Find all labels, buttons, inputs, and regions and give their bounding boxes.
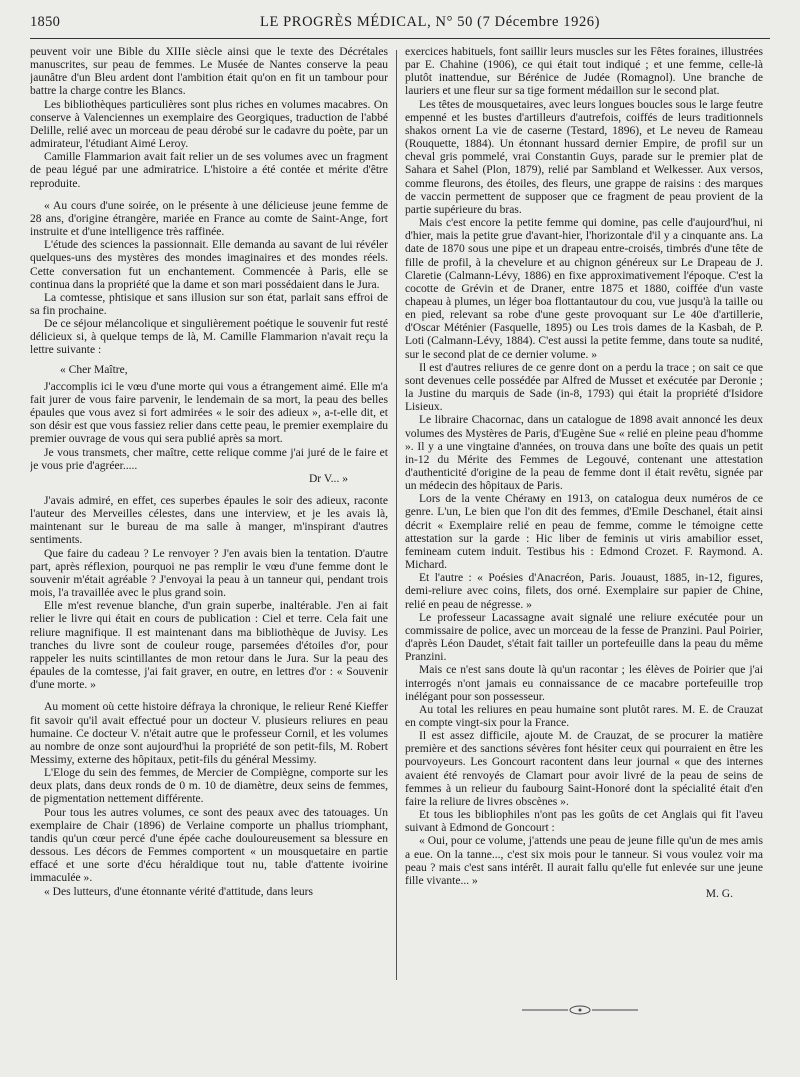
paragraph: peuvent voir une Bible du XIIIe siècle ainsi que le texte des Décrétales manuscrites, sur peau de femmes. Le Musée de Nantes conserve la peau jaunâtre d'un Bleu ardent dont l'ambition était qu'on en fit un tambour pour battre la charge contre les Blancs. [30, 46, 388, 98]
paragraph: Mais ce n'est sans doute là qu'un racontar ; les élèves de Poirier que j'ai interrogés n'ont jamais eu connaissance de ce macabre portefeuille trop inélégant pour son possesseur. [405, 664, 763, 703]
paragraph: Les bibliothèques particulières sont plus riches en volumes macabres. On conserve à Valenciennes un exemplaire des Georgiques, traduction de l'abbé Delille, relié avec un morceau de peau dérobé sur le cadavre du poète, par un admirateur, l'étudiant Aimé Leroy. [30, 98, 388, 151]
paragraph: Je vous transmets, cher maître, cette relique comme j'ai juré de le faire et je vous prie d'agréer..... [30, 446, 388, 472]
paragraph: Les têtes de mousquetaires, avec leurs longues boucles sous le large feutre empenné et les bustes d'artilleurs d'autrefois, coiffés de leurs traditionnels shakos ornent La vie de caserne (Testard, 1896), et Le neveu de Rameau (Rouquette, 1884). Un étonnant hussard dernier Empire, de profil sur un cheval gris pommelé, vrai Constantin Guys, parade sur le premier plat de Sahara et Sahel (Plon, 1879), relié par Sambland et Welkesser. Aux versos, comme fleurons, des étoiles, des fleurs, une grappe de raisins : des marques de vaccin permettent de supposer que ce fragment de peau provient de la partie supérieure du bras. [405, 98, 763, 216]
running-title: LE PROGRÈS MÉDICAL, N° 50 (7 Décembre 1926) [260, 14, 601, 30]
paragraph: Et tous les bibliophiles n'ont pas les goûts de cet Anglais qui fit l'aveu suivant à Edmond de Goncourt : [405, 809, 763, 835]
letter-signature: Dr V... » [308, 472, 348, 485]
paragraph: Le professeur Lacassagne avait signalé une reliure exécutée pour un commissaire de police, avec un morceau de la fesse de Pranzini. Paul Poirier, d'après Léon Daudet, s'était fait tailler un portefeuille dans la peau du même Pranzini. [405, 611, 763, 664]
paragraph: Que faire du cadeau ? Le renvoyer ? J'en avais bien la tentation. D'autre part, après réflexion, pourquoi ne pas remplir le vœu d'une femme dont le souvenir m'était agréable ? J'envoyai la peau à un tanneur qui, pendant trois mois, l'a travaillée avec le plus grand soin. [30, 547, 388, 600]
letter-salutation: « Cher Maître, [60, 363, 128, 376]
paragraph: « Au cours d'une soirée, on le présente à une délicieuse jeune femme de 28 ans, d'origine étrangère, mariée en France au comte de Saint-Ange, fort instruite et d'une intelligence très raffinée. [30, 199, 388, 239]
paragraph: exercices habituels, font saillir leurs muscles sur les Fêtes foraines, illustrées par E. Chahine (1906), ce qui était tout indiqué ; et une femme, celle-là plutôt inattendue, sur Bérénice de Judée (Romagnol). Une branche de lauriers et une fleur sur sa tige forment médaillon sur le second plat. [405, 46, 763, 98]
paragraph: La comtesse, phtisique et sans illusion sur son état, parlait sans effroi de sa fin prochaine. [30, 291, 388, 317]
left-column [30, 46, 396, 1046]
paragraph: « Des lutteurs, d'une étonnante vérité d'attitude, dans leurs [44, 885, 314, 898]
two-column-body [30, 46, 770, 1046]
paragraph: Au moment où cette histoire défraya la chronique, le relieur René Kieffer fit savoir qu'il avait effectué pour un docteur V. plusieurs reliures en peau humaine. Ce docteur V. n'était autre que le professeur Cornil, et les volumes au nombre de onze sont aujourd'hui la propriété de son petit-fils, M. Robert Messimy, externe des hôpitaux, petit-fils du général Messimy. [30, 701, 388, 766]
paragraph: « Oui, pour ce volume, j'attends une peau de jeune fille qu'un de mes amis a eue. On la tanne..., c'est six mois pour le tanneur. Si vous voulez voir ma peau ? mais c'est sans intérêt. Il aurait fallu qu'elle fut enlevée sur une jeune fille vivante... » [405, 835, 763, 887]
end-fleuron-ornament [520, 1004, 640, 1016]
paragraph: Le libraire Chacornac, dans un catalogue de 1898 avait annoncé les deux volumes des Mystères de Paris, d'Eugène Sue « relié en pleine peau d'homme ». Il y a une vingtaine d'années, on trouva dans une boîte des quais un petit in-12 du Mérite des Femmes de Legouvé, contenant une attestation d'authenticité d'origine de la peau de femme dont il était revêtu, signée par un médecin des hôpitaux de Paris. [405, 414, 763, 493]
paragraph: Lors de la vente Chérамy en 1913, on catalogua deux numéros de ce genre. L'un, Le bien que l'on dit des femmes, d'Emile Deschanel, était ainsi décrit « Exemplaire relié en peau de femme, comme le témoigne cette attestation sur la garde : Hic liber de feminis ut viris amabilior esset, femineam cutem induit. Testibus his : Edmond Crozet. F. Raymond. A. Michard. [405, 493, 763, 572]
paragraph: Et l'autre : « Poésies d'Anacréon, Paris. Jouaust, 1885, in-12, figures, demi-reliure avec coins, filets, dos orné. Exemplaire sur papier de Chine, relié en peau de négresse. » [405, 572, 763, 611]
paragraph: De ce séjour mélancolique et singulièrement poétique le souvenir fut resté délicieux si, à quelque temps de là, M. Camille Flammarion n'avait reçu la lettre suivante : [30, 318, 388, 357]
right-column [397, 46, 763, 1046]
page-number: 1850 [30, 14, 61, 30]
paragraph: Il est assez difficile, ajoute M. de Crauzat, de se procurer la matière première et des sanctions sévères font hésiter ceux qui pourraient en être les pourvoyeurs. Les Goncourt racontent dans leur journal « que des internes avaient été renvoyés de Clamart pour avoir livré de la peau de seins de femmes à un relieur du faubourg Saint-Honoré dont la spécialité était d'en faire la reliure de livres obscènes ». [405, 730, 763, 808]
paragraph: L'étude des sciences la passionnait. Elle demanda au savant de lui révéler quelques-uns des mystères des mondes imaginaires et des mondes réels. Cette conversation fut un enchantement. Commencée à Paris, elle se continua dans la propriété que la dame et son mari possédaient dans le Jura. [30, 239, 388, 291]
paragraph: Au total les reliures en peau humaine sont plutôt rares. M. E. de Crauzat en compte vingt-six pour la France. [405, 703, 763, 729]
paragraph: Pour tous les autres volumes, ce sont des peaux avec des tatouages. Un exemplaire de Chair (1896) de Verlaine comporte un phallus triomphant, tandis qu'un cœur percé d'une épée cache douloureusement sa blessure en dessous. Les décors de Femmes comportent « un mousquetaire en partie effacé et une sorte d'écu héraldique tout nu, table d'attente ivoirine immaculée ». [30, 806, 388, 885]
running-header [30, 14, 770, 36]
paragraph: Il est d'autres reliures de ce genre dont on a perdu la trace ; on sait ce que sont devenues celle possédée par Alfred de Musset et exécutée par Deronie ; la Justine du marquis de Sade (in-8, 1793) qui était la propriété d'Isidore Lisieux. [405, 361, 763, 414]
article-signature: M. G. [705, 888, 733, 900]
paragraph: Camille Flammarion avait fait relier un de ses volumes avec un fragment de peau légué par une admiratrice. L'histoire a été contée et mérite d'être reproduite. [30, 151, 388, 190]
paragraph: J'accomplis ici le vœu d'une morte qui vous a étrangement aimé. Elle m'a fait jurer de vous faire parvenir, le lendemain de sa mort, la peau des belles épaules que vous avez si fort admirées « le soir des adieux », a-t-elle dit, et son désir est que vous fassiez relier dans cette peau, le premier exemplaire du premier ouvrage de vous qui sera publié après sa mort. [30, 380, 388, 446]
header-rule [30, 38, 770, 39]
paragraph: L'Eloge du sein des femmes, de Mercier de Compiègne, comporte sur les deux plats, dans deux ronds de 0 m. 10 de diamètre, deux seins de femmes, de pigmentation nettement différente. [30, 767, 388, 806]
paragraph: Elle m'est revenue blanche, d'un grain superbe, inaltérable. J'en ai fait relier le livre qui était en cours de publication : Ciel et terre. Cela fait une reliure magnifique. Il est maintenant dans ma bibliothèque de Juvisy. Les tranches du livre sont de couleur rouge, parsemées d'étoiles d'or, pour rappeler les nuits scintillantes de mon retour dans le Jura. Sur la peau des épaules de la comtesse, j'ai fait graver, en outre, en lettres d'or : « Souvenir d'une morte. » [30, 600, 388, 692]
paragraph: Mais c'est encore la petite femme qui domine, pas celle d'aujourd'hui, ni d'hier, mais la petite grue d'avant-hier, l'horizontale d'il y a cinquante ans. La date de 1870 sous une pipe et un drapeau entre-croisés, timbrés d'une tête de fille de profil, à la chevelure et au chignon généreux sur Le Drapeau de J. Claretie (Calmann-Lévy, 1886) en fixe approximativement l'époque. C'est la cocotte de Grévin et de Draner, entre 1875 et 1880, coiffée d'un vaste chapeau à plumes, un léger boa flottantautour du cou, vue jusqu'à la taille ou en pied, relevant sa robe d'une geste provoquant sur Le 40e d'artillerie, d'Oscar Méténier (Fasquelle, 1895) ou Les trois dames de la Kasbah, de P. Loti (Calmann-Lévy, 1884). C'est aussi la petite femme, dans toute sa nudité, sur le second plat de ce dernier volume. » [405, 217, 763, 361]
paragraph: J'avais admiré, en effet, ces superbes épaules le soir des adieux, raconte l'auteur des Merveilles célestes, dans une interview, et je les avais là, maintenant sur le bureau de ma salle à manger, m'inspirant d'autres sentiments. [30, 495, 388, 547]
